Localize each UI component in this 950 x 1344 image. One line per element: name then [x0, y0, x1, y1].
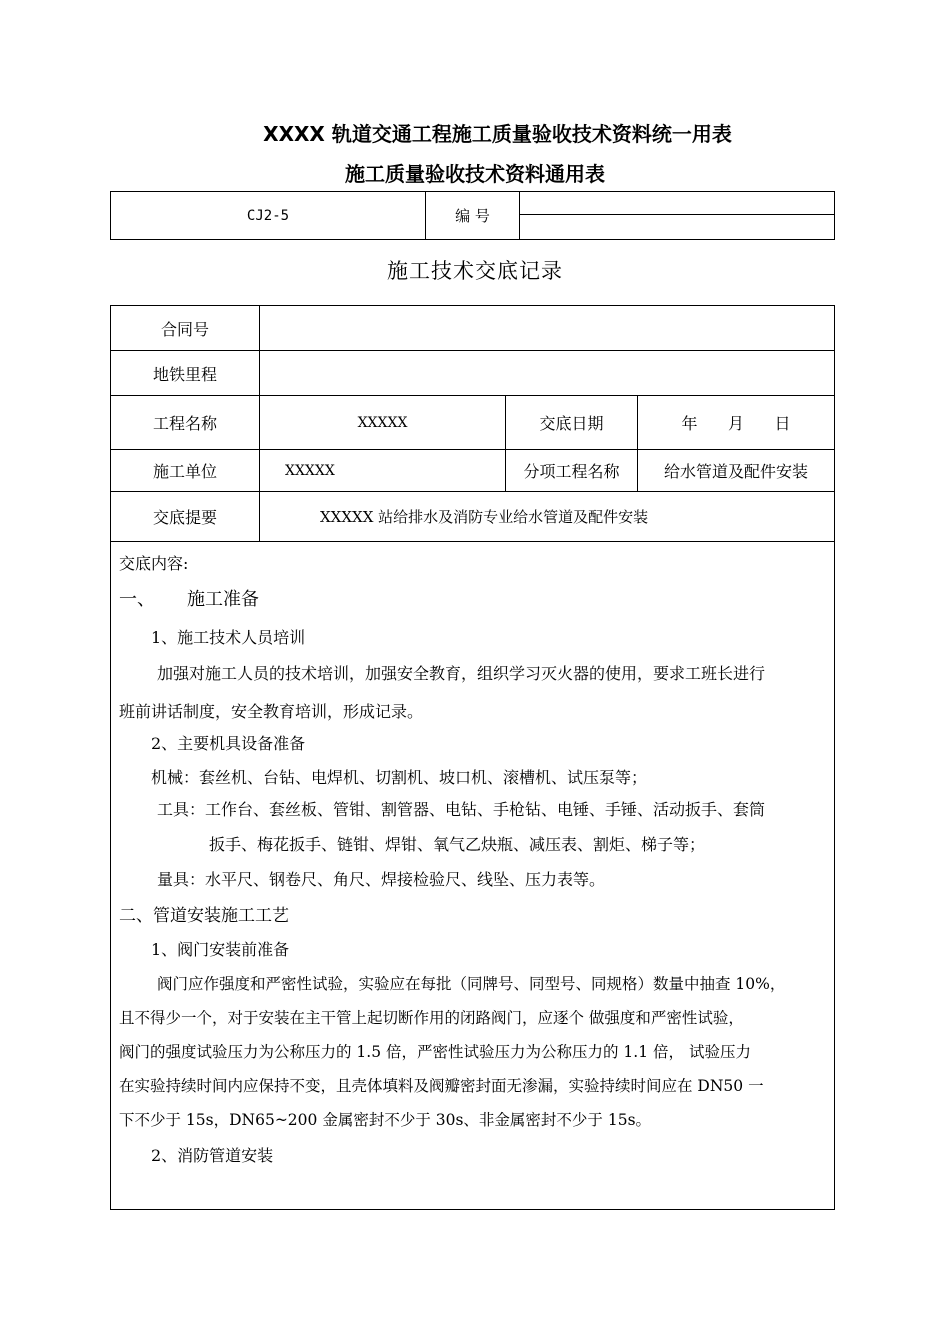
section-1-number: 一、 [119, 589, 155, 610]
record-title: 施工技术交底记录 [387, 259, 563, 283]
tools-line2: 扳手、梅花扳手、链钳、焊钳、氧气乙炔瓶、减压表、割炬、梯子等； [209, 835, 706, 854]
contract-label: 合同号 [111, 306, 260, 351]
paragraph-1-1-line2: 班前讲话制度，安全教育培训，形成记录。 [119, 702, 424, 721]
info-table [110, 305, 835, 542]
document-subtitle: 施工质量验收技术资料通用表 [345, 162, 605, 186]
paragraph-1-1-line1: 加强对施工人员的技术培训，加强安全教育，组织学习灭火器的使用，要求工班长进行 [157, 664, 766, 683]
unit-label: 施工单位 [111, 450, 260, 492]
contract-value[interactable] [260, 306, 835, 351]
subsection-2-1: 1、阀门安装前准备 [151, 940, 290, 959]
header-table [110, 191, 835, 240]
number-field[interactable] [520, 192, 835, 240]
document-title: XXXX 轨道交通工程施工质量验收技术资料统一用表 [263, 122, 732, 146]
section-2-title: 二、管道安装施工工艺 [119, 906, 289, 926]
subsection-1-1: 1、施工技术人员培训 [151, 628, 306, 647]
summary-label: 交底提要 [111, 492, 260, 542]
mileage-label: 地铁里程 [111, 351, 260, 396]
paragraph-2-1-line2: 且不得少一个，对于安装在主干管上起切断作用的闭路阀门，应逐个 做强度和严密性试验， [119, 1009, 744, 1027]
subproject-value[interactable]: 给水管道及配件安装 [638, 450, 835, 492]
paragraph-2-1-line5: 下不少于 15s，DN65~200 金属密封不少于 30s、非金属密封不少于 15s。 [119, 1111, 652, 1129]
summary-value[interactable]: XXXXX 站给排水及消防专业给水管道及配件安装 [260, 492, 835, 542]
paragraph-2-1-line4: 在实验持续时间内应保持不变，且壳体填料及阀瓣密封面无渗漏，实验持续时间应在 DN50 一 [119, 1077, 764, 1095]
number-label: 编 号 [426, 192, 520, 240]
paragraph-2-1-line1: 阀门应作强度和严密性试验，实验应在每批（同牌号、同型号、同规格）数量中抽查 10%， [157, 975, 786, 993]
machines-line: 机械：套丝机、台钻、电焊机、切割机、坡口机、滚槽机、试压泵等； [151, 768, 648, 787]
form-code: CJ2-5 [111, 192, 426, 240]
date-label: 交底日期 [506, 396, 638, 450]
subsection-1-2: 2、主要机具设备准备 [151, 734, 306, 753]
content-heading: 交底内容: [119, 554, 189, 573]
tools-line1: 工具：工作台、套丝板、管钳、割管器、电钻、手枪钻、电锤、手锤、活动扳手、套筒 [157, 800, 766, 819]
date-value[interactable]: 年 月 日 [638, 396, 835, 450]
project-name-value[interactable]: XXXXX [260, 396, 506, 450]
section-1-title: 施工准备 [187, 589, 259, 610]
gauges-line: 量具：水平尺、钢卷尺、角尺、焊接检验尺、线坠、压力表等。 [157, 870, 606, 889]
content-box [110, 541, 835, 1210]
mileage-value[interactable] [260, 351, 835, 396]
paragraph-2-1-line3: 阀门的强度试验压力为公称压力的 1.5 倍，严密性试验压力为公称压力的 1.1 倍， 试验压力 [119, 1043, 751, 1061]
project-name-label: 工程名称 [111, 396, 260, 450]
subsection-2-2: 2、消防管道安装 [151, 1146, 274, 1165]
subproject-label: 分项工程名称 [506, 450, 638, 492]
unit-value[interactable]: XXXXX [260, 450, 506, 492]
